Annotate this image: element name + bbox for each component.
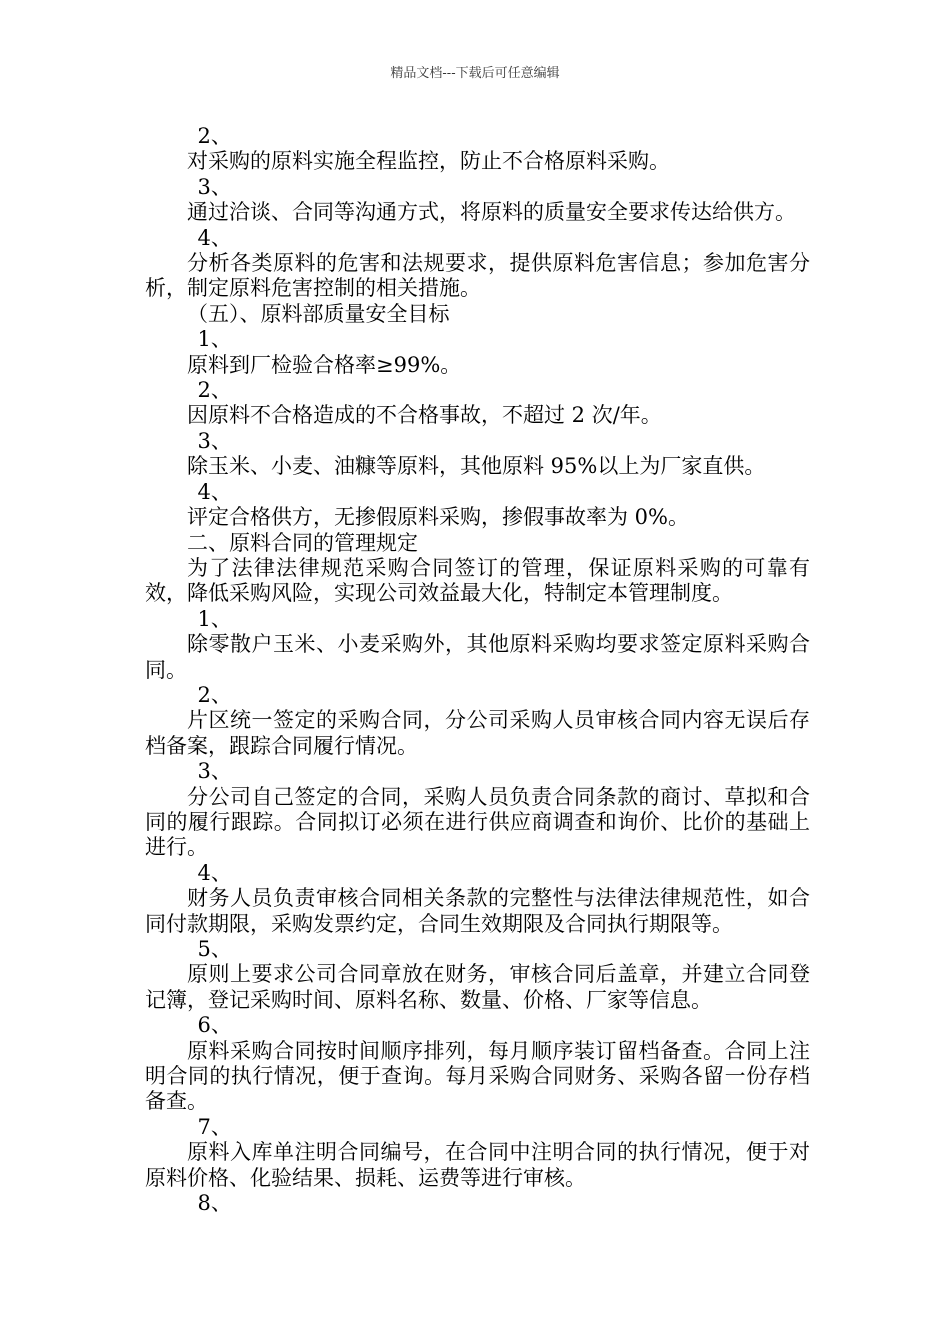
list-number: 1、 — [197, 606, 232, 631]
paragraph: 分析各类原料的危害和法规要求，提供原料危害信息；参加危害分析，制定原料危害控制的相关措施。 — [145, 251, 810, 301]
paragraph: 原则上要求公司合同章放在财务，审核合同后盖章，并建立合同登记簿，登记采购时间、原料名称、数量、价格、厂家等信息。 — [145, 962, 810, 1012]
paragraph: 除零散户玉米、小麦采购外，其他原料采购均要求签定原料采购合同。 — [145, 632, 810, 682]
page-header: 精品文档---下载后可任意编辑 — [390, 66, 560, 81]
list-number: 4、 — [197, 479, 232, 504]
paragraph: 为了法律法律规范采购合同签订的管理，保证原料采购的可靠有效，降低采购风险，实现公司效益最大化，特制定本管理制度。 — [145, 555, 810, 606]
paragraph: 评定合格供方，无掺假原料采购，掺假事故率为 0%。 — [187, 505, 689, 530]
list-number: 4、 — [197, 860, 232, 885]
paragraph: 因原料不合格造成的不合格事故，不超过 2 次/年。 — [187, 403, 662, 428]
list-number: 2、 — [197, 378, 232, 403]
list-number: 1、 — [197, 327, 232, 352]
document-body — [145, 124, 810, 1216]
list-number: 5、 — [197, 937, 232, 961]
list-number: 4、 — [197, 225, 232, 250]
paragraph: 通过洽谈、合同等沟通方式，将原料的质量安全要求传达给供方。 — [187, 200, 796, 225]
list-number: 6、 — [197, 1013, 232, 1038]
list-number: 3、 — [197, 759, 232, 784]
paragraph: 对采购的原料实施全程监控，防止不合格原料采购。 — [187, 149, 670, 174]
list-number: 7、 — [197, 1114, 232, 1139]
list-number: 3、 — [197, 428, 232, 453]
paragraph: 分公司自己签定的合同，采购人员负责合同条款的商讨、草拟和合同的履行跟踪。合同拟订必须在进行供应商调查和询价、比价的基础上进行。 — [145, 784, 810, 860]
list-number: 2、 — [197, 682, 232, 707]
paragraph: 片区统一签定的采购合同，分公司采购人员审核合同内容无误后存档备案，跟踪合同履行情况。 — [145, 708, 810, 758]
list-number: 2、 — [197, 124, 232, 148]
section-heading: 二、原料合同的管理规定 — [187, 530, 418, 555]
section-heading: （五）、原料部质量安全目标 — [187, 301, 450, 326]
paragraph: 原料采购合同按时间顺序排列，每月顺序装订留档备查。合同上注明合同的执行情况，便于查询。每月采购合同财务、采购各留一份存档备查。 — [145, 1038, 810, 1114]
list-number: 8、 — [197, 1191, 232, 1216]
paragraph: 财务人员负责审核合同相关条款的完整性与法律法律规范性，如合同付款期限，采购发票约定，合同生效期限及合同执行期限等。 — [145, 886, 810, 936]
paragraph: 原料到厂检验合格率≥99%。 — [187, 352, 462, 377]
paragraph: 除玉米、小麦、油糠等原料，其他原料 95%以上为厂家直供。 — [187, 454, 766, 479]
list-number: 3、 — [197, 174, 232, 199]
paragraph: 原料入库单注明合同编号，在合同中注明合同的执行情况，便于对原料价格、化验结果、损耗、运费等进行审核。 — [145, 1140, 810, 1190]
